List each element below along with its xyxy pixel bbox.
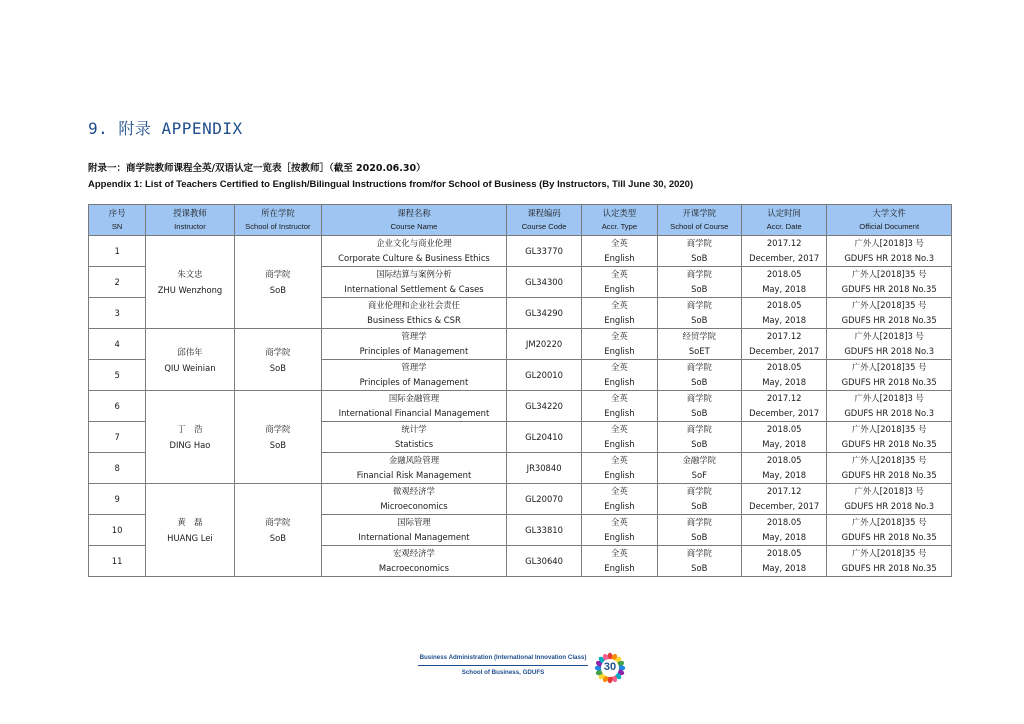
course-school-cn: 商学院 [657, 546, 741, 562]
accr-type-en: English [582, 530, 657, 546]
instructor-school-en: SoB [269, 440, 286, 450]
accr-date-long: December, 2017 [741, 499, 826, 515]
row-sn: 6 [89, 391, 146, 422]
accr-type-cn: 全英 [582, 484, 657, 500]
accr-type-en: English [582, 251, 657, 267]
course-name-en: Corporate Culture & Business Ethics [322, 251, 507, 267]
section-heading: 9. 附录 APPENDIX [88, 119, 243, 138]
accr-date-short: 2018.05 [741, 298, 826, 314]
instructor-school-en: SoB [269, 362, 286, 373]
instructor-name-en: QIU Weinian [164, 362, 216, 373]
course-name-en: Principles of Management [322, 344, 507, 360]
accr-date-short: 2017.12 [741, 236, 826, 252]
accr-type-cn: 全英 [582, 546, 657, 562]
instructor-school-cell [234, 236, 321, 329]
course-name-cn: 金融风险管理 [322, 453, 507, 469]
instructor-cell [146, 484, 234, 577]
course-name-cn: 国际管理 [322, 515, 507, 531]
course-code: GL34290 [506, 298, 581, 329]
official-document-en: GDUFS HR 2018 No.3 [827, 251, 952, 267]
instructor-school-cn: 商学院 [265, 346, 291, 357]
course-school-cn: 商学院 [657, 422, 741, 438]
accr-type-en: English [582, 344, 657, 360]
official-document-en: GDUFS HR 2018 No.35 [827, 375, 952, 391]
course-code: JR30840 [506, 453, 581, 484]
official-document-cn: 广外人[2018]35 号 [827, 422, 952, 438]
instructor-school-cn: 商学院 [265, 269, 291, 279]
table-header-row [89, 205, 952, 236]
accr-date-long: May, 2018 [741, 530, 826, 546]
accr-type-en: English [582, 561, 657, 577]
accr-date-short: 2018.05 [741, 515, 826, 531]
header-official-document: 大学文件 Official Document [827, 205, 952, 236]
course-code: GL20010 [506, 360, 581, 391]
official-document-en: GDUFS HR 2018 No.35 [827, 561, 952, 577]
course-name-en: International Management [322, 530, 507, 546]
accr-date-long: December, 2017 [741, 251, 826, 267]
course-name-en: International Settlement & Cases [322, 282, 507, 298]
course-school-en: SoB [657, 251, 741, 267]
instructor-school-cell [234, 391, 321, 484]
course-name-en: Principles of Management [322, 375, 507, 391]
accr-type-cn: 全英 [582, 236, 657, 252]
instructor-school-cell [234, 484, 321, 577]
accr-date-short: 2018.05 [741, 267, 826, 283]
instructor-school-cell [234, 329, 321, 391]
official-document-en: GDUFS HR 2018 No.3 [827, 344, 952, 360]
course-school-cn: 商学院 [657, 267, 741, 283]
course-name-cn: 微观经济学 [322, 484, 507, 500]
course-code: GL33810 [506, 515, 581, 546]
course-school-cn: 金融学院 [657, 453, 741, 469]
official-document-cn: 广外人[2018]35 号 [827, 515, 952, 531]
course-name-en: International Financial Management [322, 406, 507, 422]
footer-program: Business Administration (International Innovation Class) [419, 654, 587, 661]
accr-type-en: English [582, 437, 657, 453]
accr-type-en: English [582, 375, 657, 391]
course-school-en: SoB [657, 530, 741, 546]
course-name-en: Statistics [322, 437, 507, 453]
header-sn: 序号 SN [89, 205, 146, 236]
instructor-cell [146, 391, 234, 484]
header-school-of-instructor: 所在学院 School of Instructor [234, 205, 321, 236]
header-course-code: 课程编码 Course Code [506, 205, 581, 236]
header-instructor: 授课教师 Instructor [146, 205, 234, 236]
accr-type-cn: 全英 [582, 298, 657, 314]
official-document-cn: 广外人[2018]35 号 [827, 267, 952, 283]
instructor-school-en: SoB [269, 533, 286, 543]
accr-type-cn: 全英 [582, 453, 657, 469]
accr-date-long: May, 2018 [741, 282, 826, 298]
course-code: JM20220 [506, 329, 581, 360]
accr-date-long: May, 2018 [741, 468, 826, 484]
instructor-name-en: DING Hao [169, 440, 211, 450]
course-school-en: SoB [657, 437, 741, 453]
accr-type-cn: 全英 [582, 422, 657, 438]
course-name-cn: 管理学 [322, 329, 507, 345]
table-row [89, 484, 952, 500]
accr-type-en: English [582, 406, 657, 422]
course-code: GL33770 [506, 236, 581, 267]
row-sn: 11 [89, 546, 146, 577]
table-row [89, 236, 952, 252]
instructor-cell [146, 236, 234, 329]
table-row [89, 391, 952, 407]
appendix-title-cn: 附录一：商学院教师课程全英/双语认定一览表［按教师］（截至 2020.06.30） [88, 163, 426, 174]
accr-date-short: 2018.05 [741, 422, 826, 438]
accr-date-short: 2017.12 [741, 391, 826, 407]
row-sn: 1 [89, 236, 146, 267]
course-school-cn: 商学院 [657, 298, 741, 314]
row-sn: 10 [89, 515, 146, 546]
official-document-cn: 广外人[2018]35 号 [827, 360, 952, 376]
official-document-cn: 广外人[2018]35 号 [827, 298, 952, 314]
course-school-cn: 商学院 [657, 484, 741, 500]
official-document-cn: 广外人[2018]3 号 [827, 391, 952, 407]
course-code: GL34300 [506, 267, 581, 298]
accr-type-en: English [582, 468, 657, 484]
course-code: GL20070 [506, 484, 581, 515]
course-name-cn: 宏观经济学 [322, 546, 507, 562]
instructor-name-cn: 丁 浩 [177, 424, 203, 434]
course-school-cn: 商学院 [657, 360, 741, 376]
official-document-cn: 广外人[2018]3 号 [827, 236, 952, 252]
course-school-en: SoET [657, 344, 741, 360]
official-document-cn: 广外人[2018]35 号 [827, 546, 952, 562]
official-document-en: GDUFS HR 2018 No.35 [827, 313, 952, 329]
row-sn: 4 [89, 329, 146, 360]
accr-type-cn: 全英 [582, 515, 657, 531]
official-document-cn: 广外人[2018]35 号 [827, 453, 952, 469]
course-name-cn: 商业伦理和企业社会责任 [322, 298, 507, 314]
course-school-en: SoF [657, 468, 741, 484]
row-sn: 8 [89, 453, 146, 484]
course-school-cn: 商学院 [657, 515, 741, 531]
course-school-en: SoB [657, 375, 741, 391]
accr-date-long: December, 2017 [741, 344, 826, 360]
row-sn: 2 [89, 267, 146, 298]
course-name-en: Financial Risk Management [322, 468, 507, 484]
course-code: GL20410 [506, 422, 581, 453]
page-footer [418, 652, 628, 684]
accr-type-cn: 全英 [582, 360, 657, 376]
accr-date-short: 2017.12 [741, 329, 826, 345]
teacher-course-table [88, 204, 952, 577]
official-document-en: GDUFS HR 2018 No.35 [827, 282, 952, 298]
course-name-cn: 管理学 [322, 360, 507, 376]
official-document-en: GDUFS HR 2018 No.35 [827, 468, 952, 484]
instructor-name-cn: 黄 磊 [177, 517, 203, 527]
instructor-name-cn: 邱伟年 [177, 346, 203, 357]
header-course-name: 课程名称 Course Name [322, 205, 507, 236]
official-document-en: GDUFS HR 2018 No.3 [827, 499, 952, 515]
footer-divider [418, 665, 588, 666]
official-document-en: GDUFS HR 2018 No.3 [827, 406, 952, 422]
instructor-school-cn: 商学院 [265, 517, 291, 527]
instructor-cell [146, 329, 234, 391]
course-code: GL30640 [506, 546, 581, 577]
accr-date-short: 2018.05 [741, 360, 826, 376]
course-name-cn: 国际金融管理 [322, 391, 507, 407]
row-sn: 7 [89, 422, 146, 453]
appendix-title-en: Appendix 1: List of Teachers Certified to English/Bilingual Instructions from/for School of Business (By Instructors, Till June 30, 2020) [88, 179, 694, 190]
accr-type-cn: 全英 [582, 267, 657, 283]
course-name-en: Business Ethics & CSR [322, 313, 507, 329]
course-school-cn: 商学院 [657, 236, 741, 252]
instructor-name-en: HUANG Lei [167, 533, 213, 543]
course-name-cn: 企业文化与商业伦理 [322, 236, 507, 252]
course-school-en: SoB [657, 561, 741, 577]
course-name-cn: 统计学 [322, 422, 507, 438]
course-school-cn: 商学院 [657, 391, 741, 407]
row-sn: 3 [89, 298, 146, 329]
accr-date-long: May, 2018 [741, 375, 826, 391]
table-row [89, 329, 952, 345]
course-school-cn: 经贸学院 [657, 329, 741, 345]
accr-date-long: December, 2017 [741, 406, 826, 422]
course-name-en: Microeconomics [322, 499, 507, 515]
course-name-en: Macroeconomics [322, 561, 507, 577]
instructor-name-cn: 朱文忠 [177, 269, 203, 279]
course-name-cn: 国际结算与案例分析 [322, 267, 507, 283]
course-school-en: SoB [657, 406, 741, 422]
accr-type-cn: 全英 [582, 329, 657, 345]
accr-date-long: May, 2018 [741, 437, 826, 453]
accr-date-long: May, 2018 [741, 561, 826, 577]
page-number: 30 [603, 661, 617, 673]
official-document-cn: 广外人[2018]3 号 [827, 329, 952, 345]
course-school-en: SoB [657, 313, 741, 329]
accr-date-short: 2018.05 [741, 546, 826, 562]
instructor-school-en: SoB [269, 285, 286, 295]
official-document-en: GDUFS HR 2018 No.35 [827, 437, 952, 453]
course-school-en: SoB [657, 499, 741, 515]
course-code: GL34220 [506, 391, 581, 422]
accr-type-en: English [582, 282, 657, 298]
instructor-school-cn: 商学院 [265, 424, 291, 434]
header-school-of-course: 开课学院 School of Course [657, 205, 741, 236]
footer-school: School of Business, GDUFS [461, 669, 545, 676]
official-document-cn: 广外人[2018]3 号 [827, 484, 952, 500]
instructor-name-en: ZHU Wenzhong [157, 285, 223, 295]
row-sn: 9 [89, 484, 146, 515]
accr-date-short: 2018.05 [741, 453, 826, 469]
accr-date-short: 2017.12 [741, 484, 826, 500]
row-sn: 5 [89, 360, 146, 391]
course-school-en: SoB [657, 282, 741, 298]
accr-type-cn: 全英 [582, 391, 657, 407]
accr-type-en: English [582, 313, 657, 329]
header-accr-type: 认定类型 Accr. Type [582, 205, 657, 236]
accr-type-en: English [582, 499, 657, 515]
official-document-en: GDUFS HR 2018 No.35 [827, 530, 952, 546]
accr-date-long: May, 2018 [741, 313, 826, 329]
header-accr-date: 认定时间 Accr. Date [741, 205, 826, 236]
